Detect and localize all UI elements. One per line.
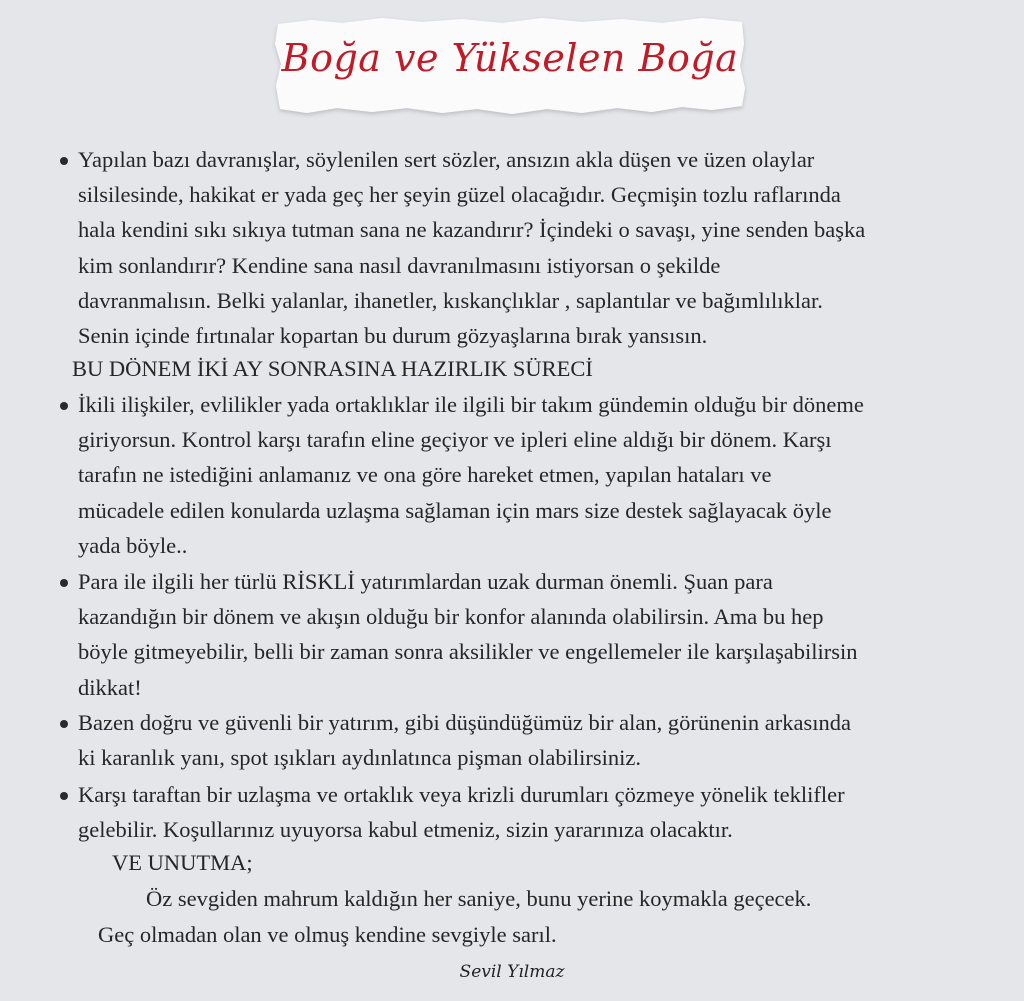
paragraph-line: BU DÖNEM İKİ AY SONRASINA HAZIRLIK SÜRECİ [72,356,593,381]
paragraph-line: Yapılan bazı davranışlar, söylenilen sert sözler, ansızın akla düşen ve üzen olaylar [78,147,815,172]
paragraph-line: tarafın ne istediğini anlamanız ve ona göre hareket etmen, yapılan hataları ve [78,462,772,488]
paragraph-line: giriyorsun. Kontrol karşı tarafın eline geçiyor ve ipleri eline aldığı bir dönem. Karşı [78,427,832,453]
paragraph-line: dikkat! [78,674,142,700]
bullet-icon [60,579,68,587]
bullet-icon [60,792,68,800]
paragraph-line: Bazen doğru ve güvenli bir yatırım, gibi düşündüğümüz bir alan, görünenin arkasında [78,710,851,735]
paragraph-line: hala kendini sıkı sıkıya tutman sana ne kazandırır? İçindeki o savaşı, yine senden başka [78,217,866,243]
bullet-icon [60,720,68,728]
paragraph-line: davranmalısın. Belki yalanlar, ihanetler, kıskançlıklar , saplantılar ve bağımlılıklar. [78,287,823,313]
bullet-icon [60,402,68,410]
paragraph-line: böyle gitmeyebilir, belli bir zaman sonra aksilikler ve engellemeler ile karşılaşabilirsin [78,639,858,665]
paragraph-line: ki karanlık yanı, spot ışıkları aydınlatınca pişman olabilirsiniz. [78,745,642,771]
paragraph-line: kim sonlandırır? Kendine sana nasıl davranılmasını istiyorsan o şekilde [78,252,721,278]
author-signature: Sevil Yılmaz [459,962,565,982]
bullet-icon [60,157,68,165]
paragraph-line: silsilesinde, hakikat er yada geç her şeyin güzel olacağıdır. Geçmişin tozlu raflarında [78,182,841,208]
title-banner [272,14,748,118]
paragraph-line: Senin içinde fırtınalar kopartan bu durum gözyaşlarına bırak yansısın. [78,323,708,348]
paragraph-line: Öz sevgiden mahrum kaldığın her saniye, bunu yerine koymakla geçecek. [146,886,812,911]
page-title: Boğa ve Yükselen Boğa [281,36,739,80]
paragraph-line: kazandığın bir dönem ve akışın olduğu bir konfor alanında olabilirsin. Ama bu hep [78,604,824,630]
paragraph-line: Para ile ilgili her türlü RİSKLİ yatırımlardan uzak durman önemli. Şuan para [78,569,773,594]
paragraph-line: yada böyle.. [78,532,188,558]
paragraph-line: gelebilir. Koşullarınız uyuyorsa kabul etmeniz, sizin yararınıza olacaktır. [78,817,733,843]
paragraph-line: İkili ilişkiler, evlilikler yada ortaklıklar ile ilgili bir takım gündemin olduğu bir döneme [78,392,864,417]
paragraph-line: Geç olmadan olan ve olmuş kendine sevgiyle sarıl. [98,922,557,947]
paragraph-line: VE UNUTMA; [112,850,253,875]
paragraph-line: mücadele edilen konularda uzlaşma sağlaman için mars size destek sağlayacak öyle [78,497,832,523]
paragraph-line: Karşı taraftan bir uzlaşma ve ortaklık veya krizli durumları çözmeye yönelik teklifler [78,782,845,807]
